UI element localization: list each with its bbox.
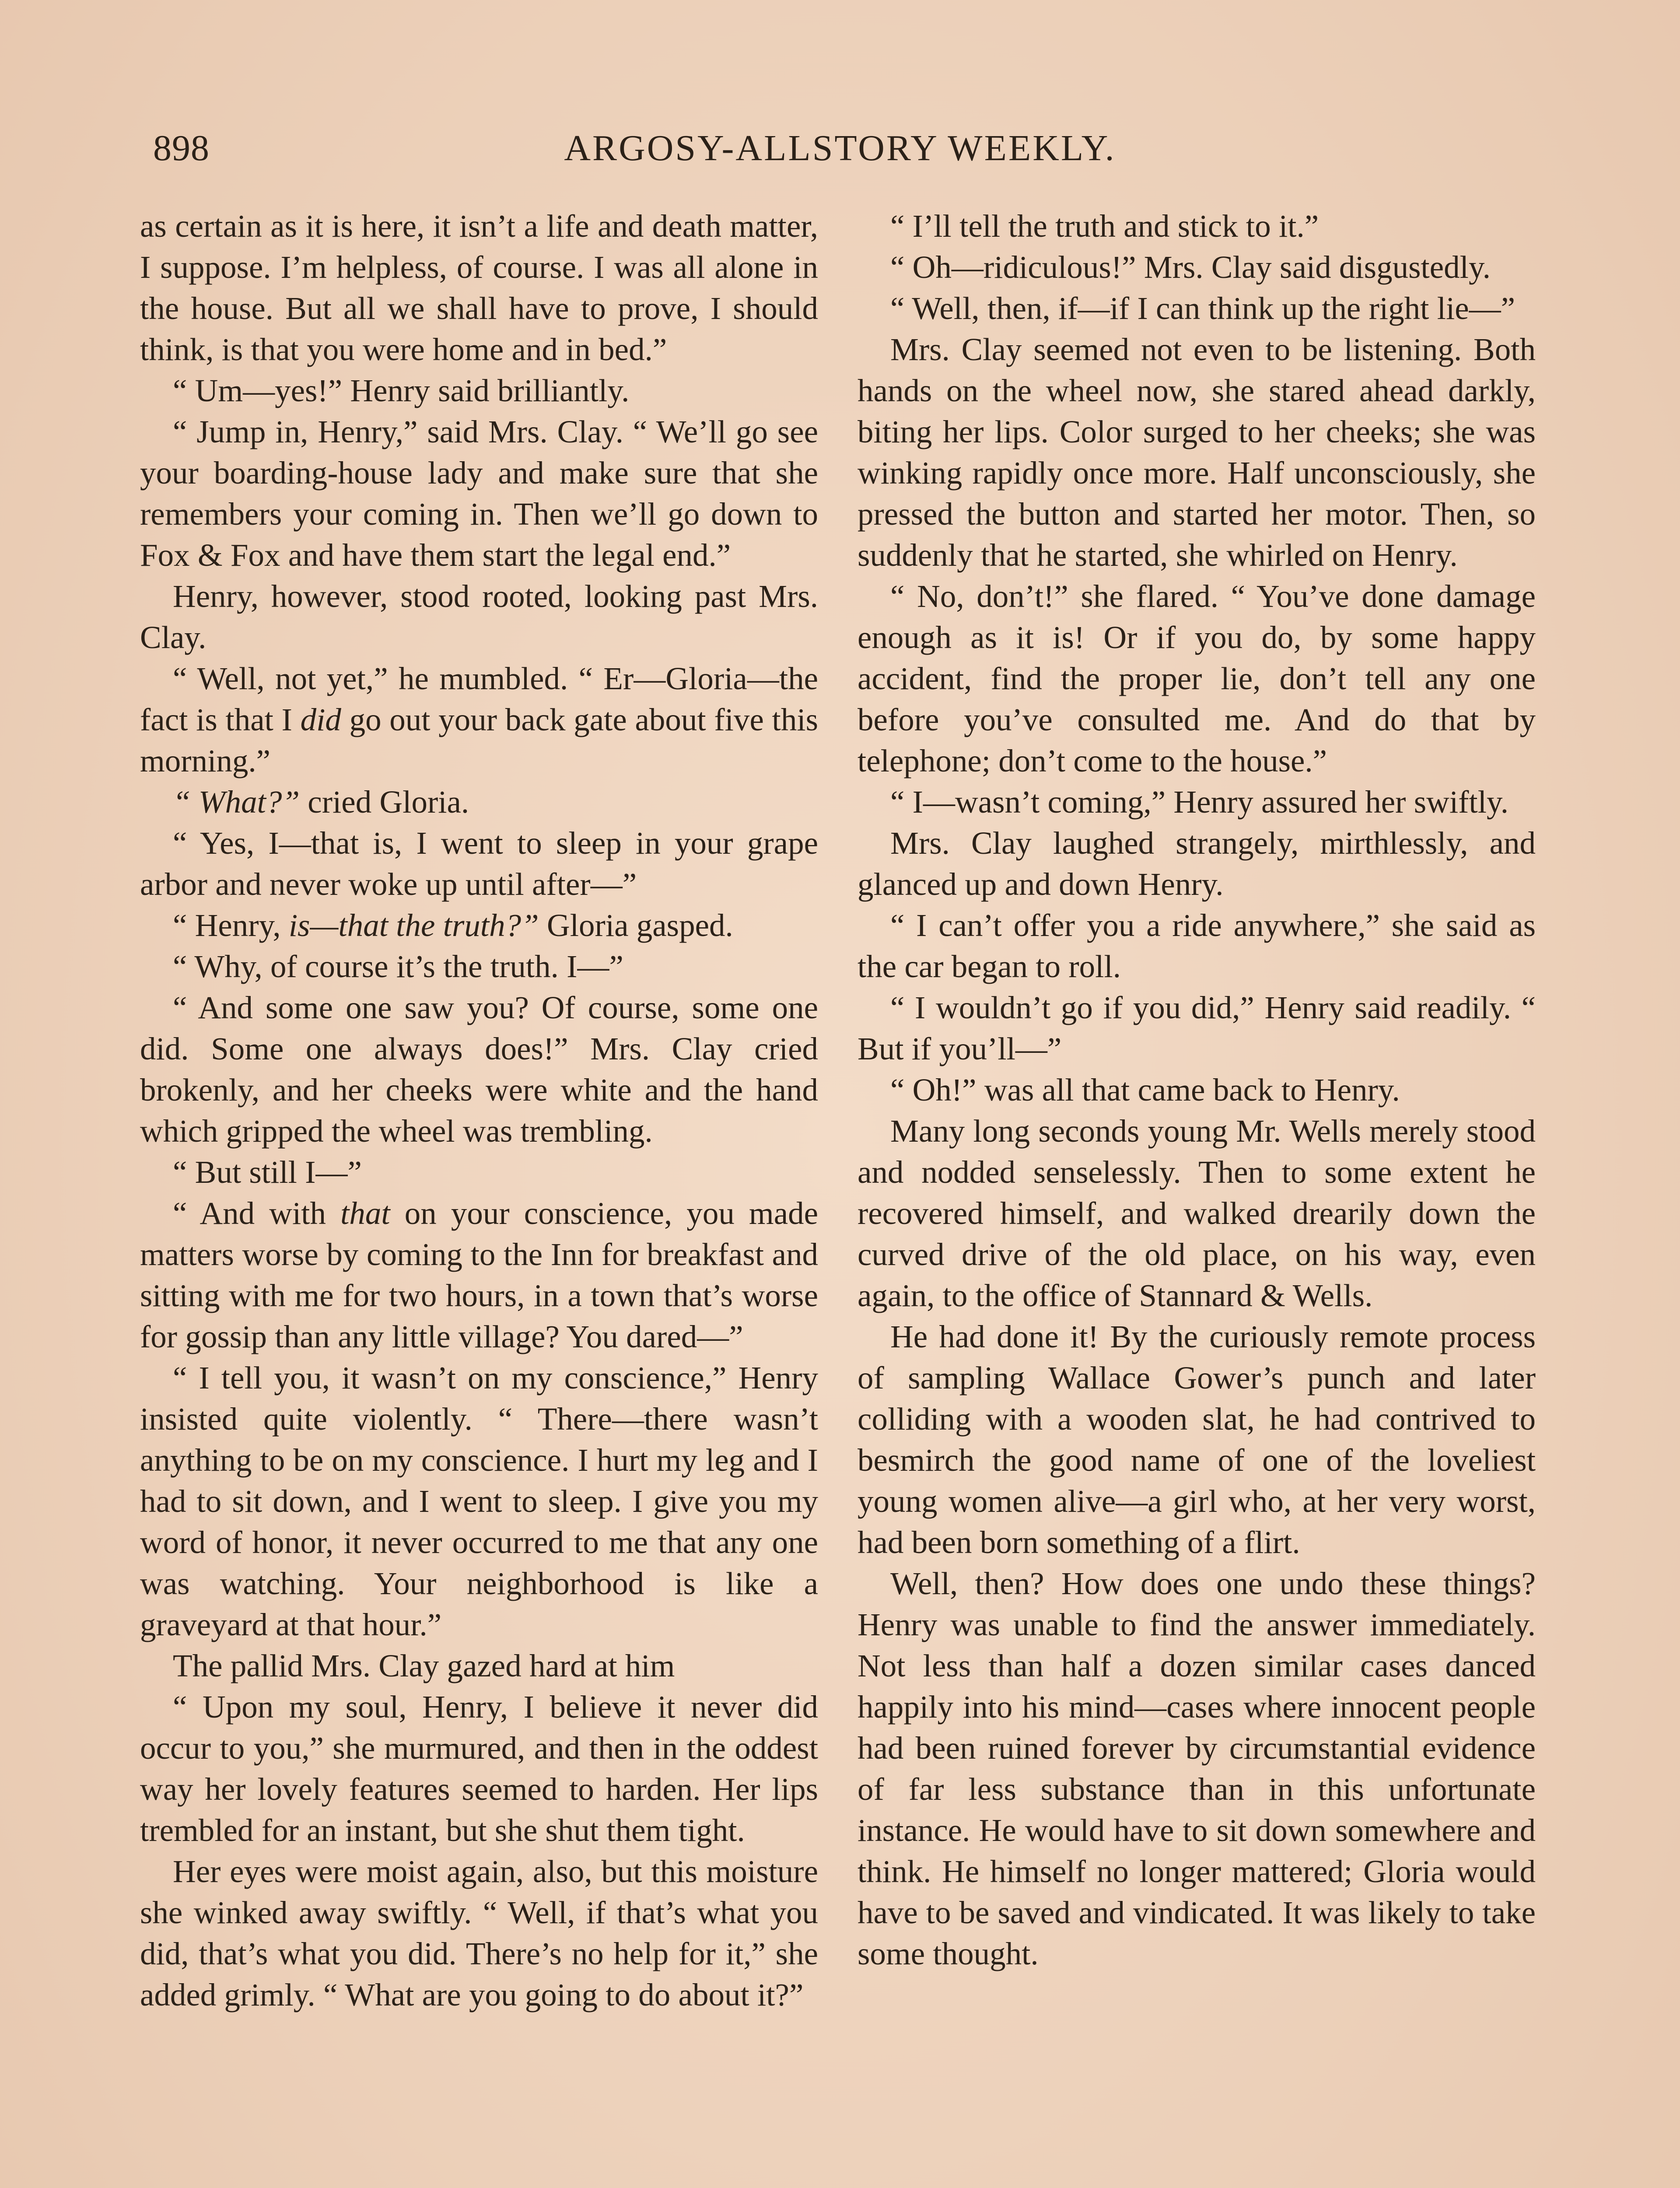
paragraph xyxy=(140,987,818,1152)
paragraph-text: “ No, don’t!” she flared. “ You’ve done damage enough as it is! Or if you do, by some happy accident, find the proper lie, don’t tell any one before you’ve consulted me. And do that by telephone; don’t come to the house.” xyxy=(858,579,1536,778)
paragraph xyxy=(140,1193,818,1357)
paragraph-text: “ Oh!” was all that came back to Henry. xyxy=(890,1072,1400,1108)
paragraph-text: “ Jump in, Henry,” said Mrs. Clay. “ We’ll go see your boarding-house lady and make sure that she remembers your coming in. Then we’ll go down to Fox & Fox and have them start the legal end.” xyxy=(140,414,818,573)
paragraph-text: go out your back gate about five this morning.” xyxy=(140,702,819,778)
paragraph-text: Her eyes were moist again, also, but this moisture she winked away swiftly. “ Well, if that’s what you did, that’s what you did. There’s no help for it,” she added grimly. “ What are you going to do about it?” xyxy=(140,1854,818,2013)
right-text-column xyxy=(858,206,1536,1974)
paragraph-text: “ I’ll tell the truth and stick to it.” xyxy=(890,208,1319,244)
paragraph xyxy=(858,1563,1536,1974)
paragraph xyxy=(858,1069,1536,1111)
paragraph xyxy=(140,1645,818,1687)
left-text-column xyxy=(140,206,818,2016)
paragraph-text: The pallid Mrs. Clay gazed hard at him xyxy=(173,1648,675,1683)
paragraph-text: “ Why, of course it’s the truth. I—” xyxy=(173,949,623,984)
italic-text: “ What?” xyxy=(173,784,300,820)
paragraph xyxy=(140,411,818,576)
paragraph-text: “ Yes, I—that is, I went to sleep in your grape arbor and never woke up until after—” xyxy=(140,825,818,902)
paragraph-text: “ Well, then, if—if I can think up the right lie—” xyxy=(890,291,1516,326)
paragraph-text: as certain as it is here, it isn’t a life and death matter, I suppose. I’m helpless, of course. I was all alone in the house. But all we shall have to prove, I should think, is that you were home and in bed.” xyxy=(140,208,818,367)
paragraph xyxy=(858,206,1536,247)
paragraph-text: Well, then? How does one undo these things? Henry was unable to find the answer immediately. Not less than half a dozen similar cases danced happily into his mind—cases where innocent people had been ruined forever by circumstantial evidence of far less substance than in this unfortunate instance. He would have to sit down somewhere and think. He himself no longer mattered; Gloria would have to be saved and vindicated. It was likely to take some thought. xyxy=(858,1566,1536,1971)
paragraph-text: “ Henry, xyxy=(173,908,289,943)
running-title: ARGOSY-ALLSTORY WEEKLY. xyxy=(564,128,1116,168)
paragraph-text: “ I wouldn’t go if you did,” Henry said readily. “ But if you’ll—” xyxy=(858,990,1536,1066)
paragraph xyxy=(858,782,1536,823)
paragraph-text: “ And some one saw you? Of course, some one did. Some one always does!” Mrs. Clay cried brokenly, and her cheeks were white and the hand which gripped the wheel was trembling. xyxy=(140,990,818,1149)
paragraph xyxy=(858,576,1536,782)
paragraph-text: “ I tell you, it wasn’t on my conscience,” Henry insisted quite violently. “ There—there wasn’t anything to be on my conscience. I hurt my leg and I had to sit down, and I went to sleep. I give you my word of honor, it never occurred to me that any one was watching. Your neighborhood is like a graveyard at that hour.” xyxy=(140,1360,818,1642)
paragraph xyxy=(140,1357,818,1645)
paragraph-text: “ I can’t offer you a ride anywhere,” she said as the car began to roll. xyxy=(858,908,1536,984)
paragraph xyxy=(140,576,818,658)
paragraph-text: Many long seconds young Mr. Wells merely stood and nodded senselessly. Then to some extent he recovered himself, and walked drearily down the curved drive of the old place, on his way, even again, to the office of Stannard & Wells. xyxy=(858,1113,1536,1313)
paragraph-text: Mrs. Clay seemed not even to be listening. Both hands on the wheel now, she stared ahead darkly, biting her lips. Color surged to her cheeks; she was winking rapidly once more. Half unconsciously, she pressed the button and started her motor. Then, so suddenly that he started, she whirled on Henry. xyxy=(858,332,1536,573)
paragraph xyxy=(140,946,818,987)
paragraph-text: cried Gloria. xyxy=(300,784,469,820)
paragraph-text: Henry, however, stood rooted, looking past Mrs. Clay. xyxy=(140,579,818,655)
paragraph-text: “ Um—yes!” Henry said brilliantly. xyxy=(173,373,630,408)
paragraph-text: on your conscience, you made matters worse by coming to the Inn for breakfast and sitting with me for two hours, in a town that’s worse for gossip than any little village? You dared—” xyxy=(140,1196,818,1354)
italic-text: did xyxy=(300,702,341,737)
paragraph xyxy=(858,987,1536,1069)
paragraph xyxy=(140,370,818,411)
paragraph xyxy=(858,1111,1536,1316)
paragraph-text: “ Well, not yet,” he mumbled. “ Er—Gloria—the fact is that I xyxy=(140,661,818,737)
paragraph xyxy=(858,823,1536,905)
paragraph-text: “ But still I—” xyxy=(173,1154,362,1190)
paragraph xyxy=(140,1851,818,2016)
paragraph-text: Gloria gasped. xyxy=(539,908,733,943)
paragraph-text: He had done it! By the curiously remote process of sampling Wallace Gower’s punch and later colliding with a wooden slat, he had contrived to besmirch the good name of one of the loveliest young women alive—a girl who, at her very worst, had been born something of a flirt. xyxy=(858,1319,1536,1560)
paragraph-text: “ Oh—ridiculous!” Mrs. Clay said disgustedly. xyxy=(890,249,1491,285)
paragraph xyxy=(140,658,818,782)
paragraph xyxy=(140,905,818,946)
italic-text: is—that the truth?” xyxy=(288,908,539,943)
italic-text: that xyxy=(340,1196,390,1231)
paragraph xyxy=(858,329,1536,576)
paragraph xyxy=(858,1316,1536,1563)
paragraph xyxy=(140,206,818,370)
paragraph xyxy=(858,288,1536,329)
paragraph xyxy=(140,782,818,823)
paragraph xyxy=(140,1152,818,1193)
paragraph-text: “ And with xyxy=(173,1196,341,1231)
page-number: 898 xyxy=(153,128,210,168)
paragraph xyxy=(858,247,1536,288)
paragraph xyxy=(858,905,1536,987)
paragraph-text: Mrs. Clay laughed strangely, mirthlessly, and glanced up and down Henry. xyxy=(858,825,1536,902)
paragraph xyxy=(140,1687,818,1851)
paragraph-text: “ I—wasn’t coming,” Henry assured her swiftly. xyxy=(890,784,1508,820)
paragraph xyxy=(140,823,818,905)
page-header xyxy=(144,127,1536,179)
paragraph-text: “ Upon my soul, Henry, I believe it never did occur to you,” she murmured, and then in the oddest way her lovely features seemed to harden. Her lips trembled for an instant, but she shut them tight. xyxy=(140,1689,818,1848)
